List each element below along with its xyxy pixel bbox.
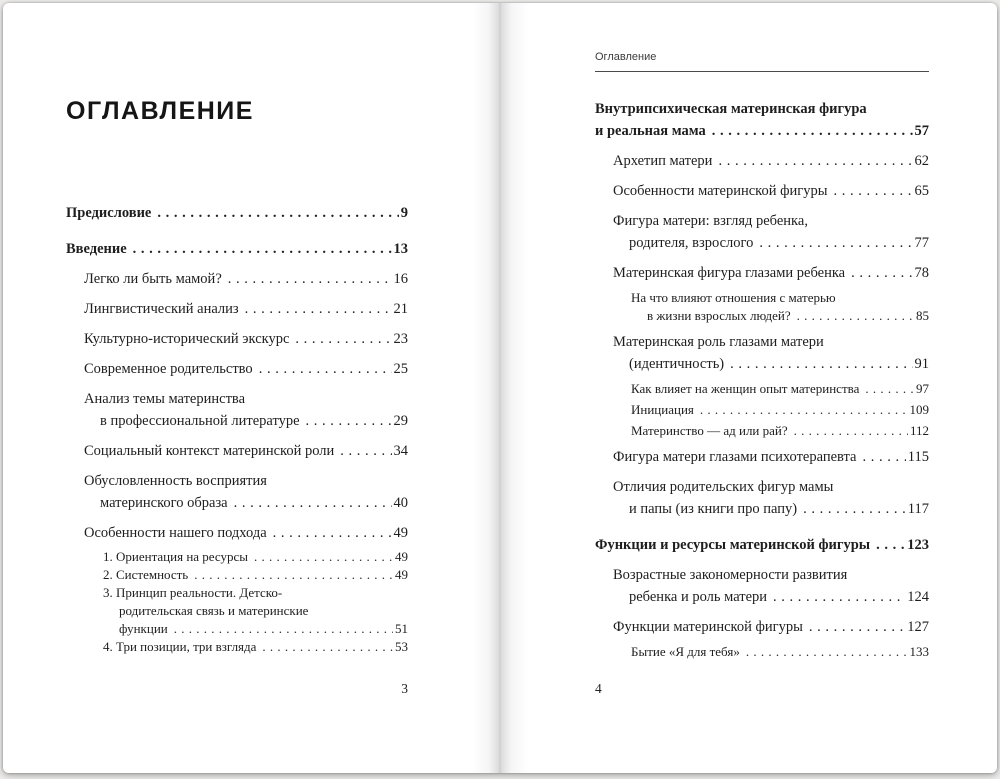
entry-label: Современное родительство bbox=[84, 361, 253, 377]
entry-page: 21 bbox=[393, 301, 408, 317]
dot-leader bbox=[254, 548, 393, 566]
dot-leader bbox=[851, 262, 912, 284]
entry-label: Возрастные закономерности развития bbox=[613, 567, 848, 583]
toc-entry bbox=[66, 298, 408, 320]
entry-page: 34 bbox=[393, 443, 408, 459]
entry-label: в жизни взрослых людей? bbox=[647, 308, 791, 323]
entry-page: 53 bbox=[395, 639, 408, 654]
toc-entry bbox=[66, 470, 408, 514]
entry-label: Внутрипсихическая материнская фигура bbox=[595, 101, 867, 117]
entry-page: 49 bbox=[395, 567, 408, 582]
toc-entry bbox=[66, 584, 408, 638]
toc-entry bbox=[66, 522, 408, 544]
toc-entry bbox=[595, 476, 929, 520]
entry-label: Материнство — ад или рай? bbox=[631, 423, 788, 438]
entry-page: 62 bbox=[914, 153, 929, 169]
entry-label: функции bbox=[119, 621, 168, 636]
dot-leader bbox=[712, 120, 913, 142]
dot-leader bbox=[865, 380, 914, 398]
entry-label: Введение bbox=[66, 241, 127, 257]
toc-entry bbox=[595, 262, 929, 284]
dot-leader bbox=[157, 202, 398, 224]
entry-label: Материнская фигура глазами ребенка bbox=[613, 265, 846, 281]
right-page bbox=[500, 3, 997, 773]
entry-page: 16 bbox=[393, 271, 408, 287]
entry-label: в профессиональной литературе bbox=[100, 413, 300, 429]
toc-list-right bbox=[595, 98, 929, 661]
entry-page: 78 bbox=[914, 265, 929, 281]
running-head: Оглавление bbox=[595, 51, 929, 72]
entry-page: 117 bbox=[907, 501, 929, 517]
entry-page: 13 bbox=[393, 241, 408, 257]
dot-leader bbox=[273, 522, 392, 544]
page-number-right: 4 bbox=[595, 681, 602, 696]
toc-title: ОГЛАВЛЕНИЕ bbox=[66, 97, 254, 125]
entry-page: 77 bbox=[914, 235, 929, 251]
page-number-left: 3 bbox=[401, 681, 408, 696]
entry-label: (идентичность) bbox=[629, 356, 725, 372]
dot-leader bbox=[730, 353, 912, 375]
entry-label: и реальная мама bbox=[595, 123, 706, 139]
dot-leader bbox=[340, 440, 391, 462]
entry-page: 57 bbox=[914, 123, 929, 139]
entry-page: 25 bbox=[393, 361, 408, 377]
entry-label: Фигура матери: взгляд ребенка, bbox=[613, 213, 808, 229]
dot-leader bbox=[773, 586, 905, 608]
dot-leader bbox=[262, 638, 393, 656]
toc-entry bbox=[595, 289, 929, 325]
entry-label: На что влияют отношения с матерью bbox=[631, 290, 836, 305]
toc-entry bbox=[595, 380, 929, 398]
dot-leader bbox=[809, 616, 905, 638]
dot-leader bbox=[803, 498, 906, 520]
entry-label: Инициация bbox=[631, 402, 694, 417]
dot-leader bbox=[228, 268, 392, 290]
dot-leader bbox=[306, 410, 392, 432]
entry-label: и папы (из книги про папу) bbox=[629, 501, 798, 517]
entry-label: Анализ темы материнства bbox=[84, 391, 246, 407]
dot-leader bbox=[295, 328, 391, 350]
entry-label: родительская связь и материнские bbox=[119, 603, 309, 618]
dot-leader bbox=[759, 232, 912, 254]
toc-entry bbox=[595, 422, 929, 440]
entry-label: 4. Три позиции, три взгляда bbox=[103, 639, 257, 654]
entry-page: 133 bbox=[909, 644, 929, 659]
entry-page: 23 bbox=[393, 331, 408, 347]
dot-leader bbox=[245, 298, 392, 320]
dot-leader bbox=[174, 620, 393, 638]
entry-label: Функции и ресурсы материнской фигуры bbox=[595, 537, 871, 553]
toc-entry bbox=[66, 548, 408, 566]
entry-label: Как влияет на женщин опыт материнства bbox=[631, 381, 860, 396]
entry-page: 91 bbox=[914, 356, 929, 372]
toc-entry bbox=[595, 401, 929, 419]
entry-label: 1. Ориентация на ресурсы bbox=[103, 549, 248, 564]
entry-label: 3. Принцип реальности. Детско- bbox=[103, 585, 283, 600]
left-page bbox=[3, 3, 500, 773]
entry-label: Фигура матери глазами психотерапевта bbox=[613, 449, 857, 465]
entry-page: 85 bbox=[916, 308, 929, 323]
entry-page: 115 bbox=[907, 449, 929, 465]
toc-entry bbox=[595, 331, 929, 375]
entry-label: ребенка и роль матери bbox=[629, 589, 768, 605]
entry-page: 51 bbox=[395, 621, 408, 636]
dot-leader bbox=[194, 566, 393, 584]
entry-page: 65 bbox=[914, 183, 929, 199]
entry-label: Отличия родительских фигур мамы bbox=[613, 479, 834, 495]
toc-entry bbox=[595, 210, 929, 254]
dot-leader bbox=[746, 643, 908, 661]
entry-page: 112 bbox=[909, 423, 929, 438]
entry-label: Лингвистический анализ bbox=[84, 301, 239, 317]
toc-entry bbox=[595, 616, 929, 638]
entry-label: Обусловленность восприятия bbox=[84, 473, 267, 489]
entry-label: родителя, взрослого bbox=[629, 235, 754, 251]
dot-leader bbox=[862, 446, 905, 468]
entry-label: 2. Системность bbox=[103, 567, 189, 582]
entry-page: 127 bbox=[907, 619, 929, 635]
toc-entry bbox=[595, 98, 929, 142]
toc-entry bbox=[595, 564, 929, 608]
entry-label: Особенности нашего подхода bbox=[84, 525, 267, 541]
toc-entry bbox=[595, 534, 929, 556]
dot-leader bbox=[876, 534, 905, 556]
book-spread bbox=[3, 3, 997, 773]
dot-leader bbox=[797, 307, 914, 325]
toc-entry bbox=[66, 328, 408, 350]
dot-leader bbox=[718, 150, 912, 172]
toc-entry bbox=[66, 566, 408, 584]
entry-label: материнского образа bbox=[100, 495, 228, 511]
entry-page: 49 bbox=[395, 549, 408, 564]
dot-leader bbox=[259, 358, 392, 380]
toc-entry bbox=[66, 388, 408, 432]
toc-entry bbox=[66, 638, 408, 656]
entry-page: 9 bbox=[400, 205, 408, 221]
entry-label: Материнская роль глазами матери bbox=[613, 334, 824, 350]
entry-label: Особенности материнской фигуры bbox=[613, 183, 828, 199]
dot-leader bbox=[794, 422, 908, 440]
entry-label: Культурно-исторический экскурс bbox=[84, 331, 290, 347]
entry-page: 109 bbox=[909, 402, 929, 417]
toc-entry bbox=[66, 202, 408, 224]
entry-label: Социальный контекст материнской роли bbox=[84, 443, 335, 459]
entry-page: 97 bbox=[916, 381, 929, 396]
dot-leader bbox=[234, 492, 392, 514]
toc-entry bbox=[595, 150, 929, 172]
entry-page: 29 bbox=[393, 413, 408, 429]
toc-entry bbox=[595, 643, 929, 661]
dot-leader bbox=[133, 238, 392, 260]
entry-label: Легко ли быть мамой? bbox=[84, 271, 222, 287]
toc-list-left bbox=[66, 202, 408, 656]
entry-page: 123 bbox=[907, 537, 929, 553]
toc-entry bbox=[66, 440, 408, 462]
entry-label: Архетип матери bbox=[613, 153, 713, 169]
entry-label: Предисловие bbox=[66, 205, 152, 221]
entry-label: Бытие «Я для тебя» bbox=[631, 644, 740, 659]
dot-leader bbox=[833, 180, 912, 202]
entry-label: Функции материнской фигуры bbox=[613, 619, 803, 635]
entry-page: 124 bbox=[907, 589, 929, 605]
toc-entry bbox=[66, 358, 408, 380]
toc-entry bbox=[595, 446, 929, 468]
toc-entry bbox=[66, 268, 408, 290]
toc-entry bbox=[595, 180, 929, 202]
toc-entry bbox=[66, 238, 408, 260]
dot-leader bbox=[700, 401, 908, 419]
entry-page: 49 bbox=[393, 525, 408, 541]
entry-page: 40 bbox=[393, 495, 408, 511]
